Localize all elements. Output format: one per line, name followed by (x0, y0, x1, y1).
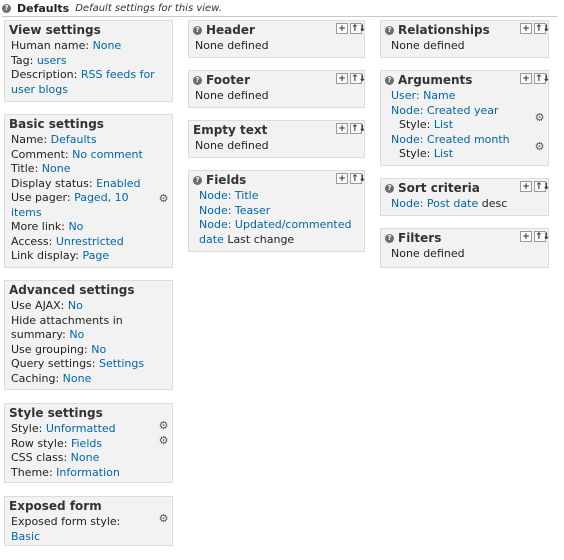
panel-title: Sort criteria (398, 181, 480, 195)
argument-user-name-link[interactable]: User: Name (391, 89, 456, 102)
label: Hide attachments in summary: (11, 313, 123, 341)
argument-created-year-link[interactable]: Node: Created year (391, 103, 499, 117)
rearrange-button[interactable]: ↑↓ (351, 174, 367, 184)
label: Style: (399, 118, 431, 131)
gear-icon[interactable]: ⚙ (158, 419, 169, 432)
panel-title: Footer (206, 73, 250, 87)
label: Title: (11, 162, 39, 175)
gear-icon[interactable]: ⚙ (534, 140, 545, 153)
rearrange-button[interactable]: ↑↓ (535, 182, 551, 192)
help-icon[interactable]: ? (385, 76, 394, 85)
label: Comment: (11, 147, 69, 161)
label: Access: (11, 234, 53, 248)
gear-icon[interactable]: ⚙ (158, 192, 169, 205)
panel-title: Relationships (398, 23, 490, 37)
empty-text: None defined (195, 39, 269, 52)
label: Use AJAX: (11, 299, 65, 312)
panel-title: Style settings (9, 406, 103, 420)
hide-attachments-link[interactable]: No (69, 328, 85, 341)
add-button[interactable]: + (336, 73, 348, 84)
label: Row style: (11, 436, 68, 450)
arguments-panel (380, 70, 549, 166)
help-icon[interactable]: ? (385, 26, 394, 35)
empty-text: None defined (391, 247, 465, 260)
panel-title: Filters (398, 231, 442, 245)
header-panel (188, 20, 365, 58)
field-teaser-link[interactable]: Node: Teaser (199, 203, 271, 217)
access-link[interactable]: Unrestricted (55, 234, 124, 248)
label: Style: (399, 147, 431, 160)
link-display-link[interactable]: Page (82, 249, 110, 262)
label: Use pager: (11, 191, 71, 204)
argument-created-month-link[interactable]: Node: Created month (391, 132, 510, 146)
label: Caching: (11, 371, 60, 385)
panel-title: Header (206, 23, 255, 37)
label: CSS class: (11, 451, 68, 464)
exposed-form-panel (4, 496, 173, 546)
style-settings-panel (4, 403, 173, 483)
comment-link[interactable]: No comment (72, 147, 143, 161)
footer-panel (188, 70, 365, 108)
view-title: Defaults (17, 1, 70, 15)
help-icon[interactable]: ? (2, 4, 11, 13)
rearrange-button[interactable]: ↑↓ (351, 124, 367, 134)
fields-panel (188, 170, 365, 252)
basic-settings-panel (4, 114, 173, 268)
panel-title: Empty text (193, 123, 268, 137)
gear-icon[interactable]: ⚙ (158, 433, 169, 447)
label: Query settings: (11, 357, 96, 370)
rearrange-button[interactable]: ↑↓ (351, 74, 367, 84)
view-description: Default settings for this view. (75, 2, 222, 14)
label: Name: (11, 133, 48, 146)
panel-title: Basic settings (9, 117, 104, 131)
use-ajax-link[interactable]: No (67, 299, 83, 312)
empty-text: None defined (195, 139, 269, 152)
add-button[interactable]: + (336, 23, 348, 34)
sort-criteria-panel (380, 178, 549, 216)
created-month-style-link[interactable]: List (433, 147, 454, 160)
caching-link[interactable]: None (62, 371, 92, 385)
sort-post-date-link[interactable]: Node: Post date (391, 197, 479, 210)
filters-panel (380, 228, 549, 268)
label: Human name: (11, 39, 90, 52)
help-icon[interactable]: ? (385, 184, 394, 193)
help-icon[interactable]: ? (193, 176, 202, 185)
panel-title: Fields (206, 173, 247, 187)
field-label-suffix: Last change (227, 232, 295, 246)
name-link[interactable]: Defaults (50, 133, 97, 146)
panel-title: Arguments (398, 73, 473, 87)
empty-text: None defined (195, 89, 269, 102)
field-updated-link[interactable]: Node: Updated/commented date (199, 218, 352, 246)
rearrange-button[interactable]: ↑↓ (535, 232, 551, 242)
add-button[interactable]: + (520, 23, 532, 34)
view-settings-panel (4, 20, 173, 102)
tag-link[interactable]: users (36, 53, 67, 67)
rearrange-button[interactable]: ↑↓ (535, 74, 551, 84)
query-settings-link[interactable]: Settings (99, 357, 145, 370)
css-class-link[interactable]: None (70, 451, 100, 464)
rearrange-button[interactable]: ↑↓ (351, 24, 367, 34)
help-icon[interactable]: ? (193, 26, 202, 35)
display-status-link[interactable]: Enabled (96, 176, 141, 190)
field-title-link[interactable]: Node: Title (199, 189, 259, 202)
row-style-link[interactable]: Fields (70, 436, 103, 450)
label: Exposed form style: (11, 515, 121, 528)
exposed-form-style-link[interactable]: Basic (11, 529, 41, 543)
help-icon[interactable]: ? (193, 76, 202, 85)
label: Style: (11, 422, 43, 435)
description-link[interactable]: RSS feeds for user blogs (11, 68, 155, 96)
view-title-bar (2, 0, 557, 17)
style-link[interactable]: Unformatted (45, 422, 116, 435)
add-button[interactable]: + (520, 231, 532, 242)
label: Link display: (11, 249, 79, 262)
add-button[interactable]: + (336, 123, 348, 134)
add-button[interactable]: + (336, 173, 348, 184)
label: Use grouping: (11, 342, 88, 356)
created-year-style-link[interactable]: List (433, 118, 454, 131)
add-button[interactable]: + (520, 181, 532, 192)
use-pager-link[interactable]: Paged, 10 items (11, 191, 129, 219)
label: Description: (11, 68, 78, 81)
label: Tag: (11, 53, 34, 67)
label: More link: (11, 220, 65, 233)
empty-text: None defined (391, 39, 465, 52)
help-icon[interactable]: ? (385, 234, 394, 243)
sort-order: desc (481, 197, 508, 210)
relationships-panel (380, 20, 549, 58)
advanced-settings-panel (4, 280, 173, 390)
panel-title: Exposed form (9, 499, 102, 513)
use-grouping-link[interactable]: No (91, 342, 107, 356)
panel-title: View settings (9, 23, 101, 37)
human-name-link[interactable]: None (92, 39, 122, 52)
panel-title: Advanced settings (9, 283, 135, 297)
title-link[interactable]: None (41, 162, 71, 175)
label: Display status: (11, 176, 93, 190)
theme-link[interactable]: Information (56, 465, 120, 479)
empty-text-panel (188, 120, 365, 158)
gear-icon[interactable]: ⚙ (158, 512, 169, 525)
label: Theme: (11, 465, 53, 479)
add-button[interactable]: + (520, 73, 532, 84)
gear-icon[interactable]: ⚙ (534, 111, 545, 124)
more-link-link[interactable]: No (68, 220, 84, 233)
rearrange-button[interactable]: ↑↓ (535, 24, 551, 34)
